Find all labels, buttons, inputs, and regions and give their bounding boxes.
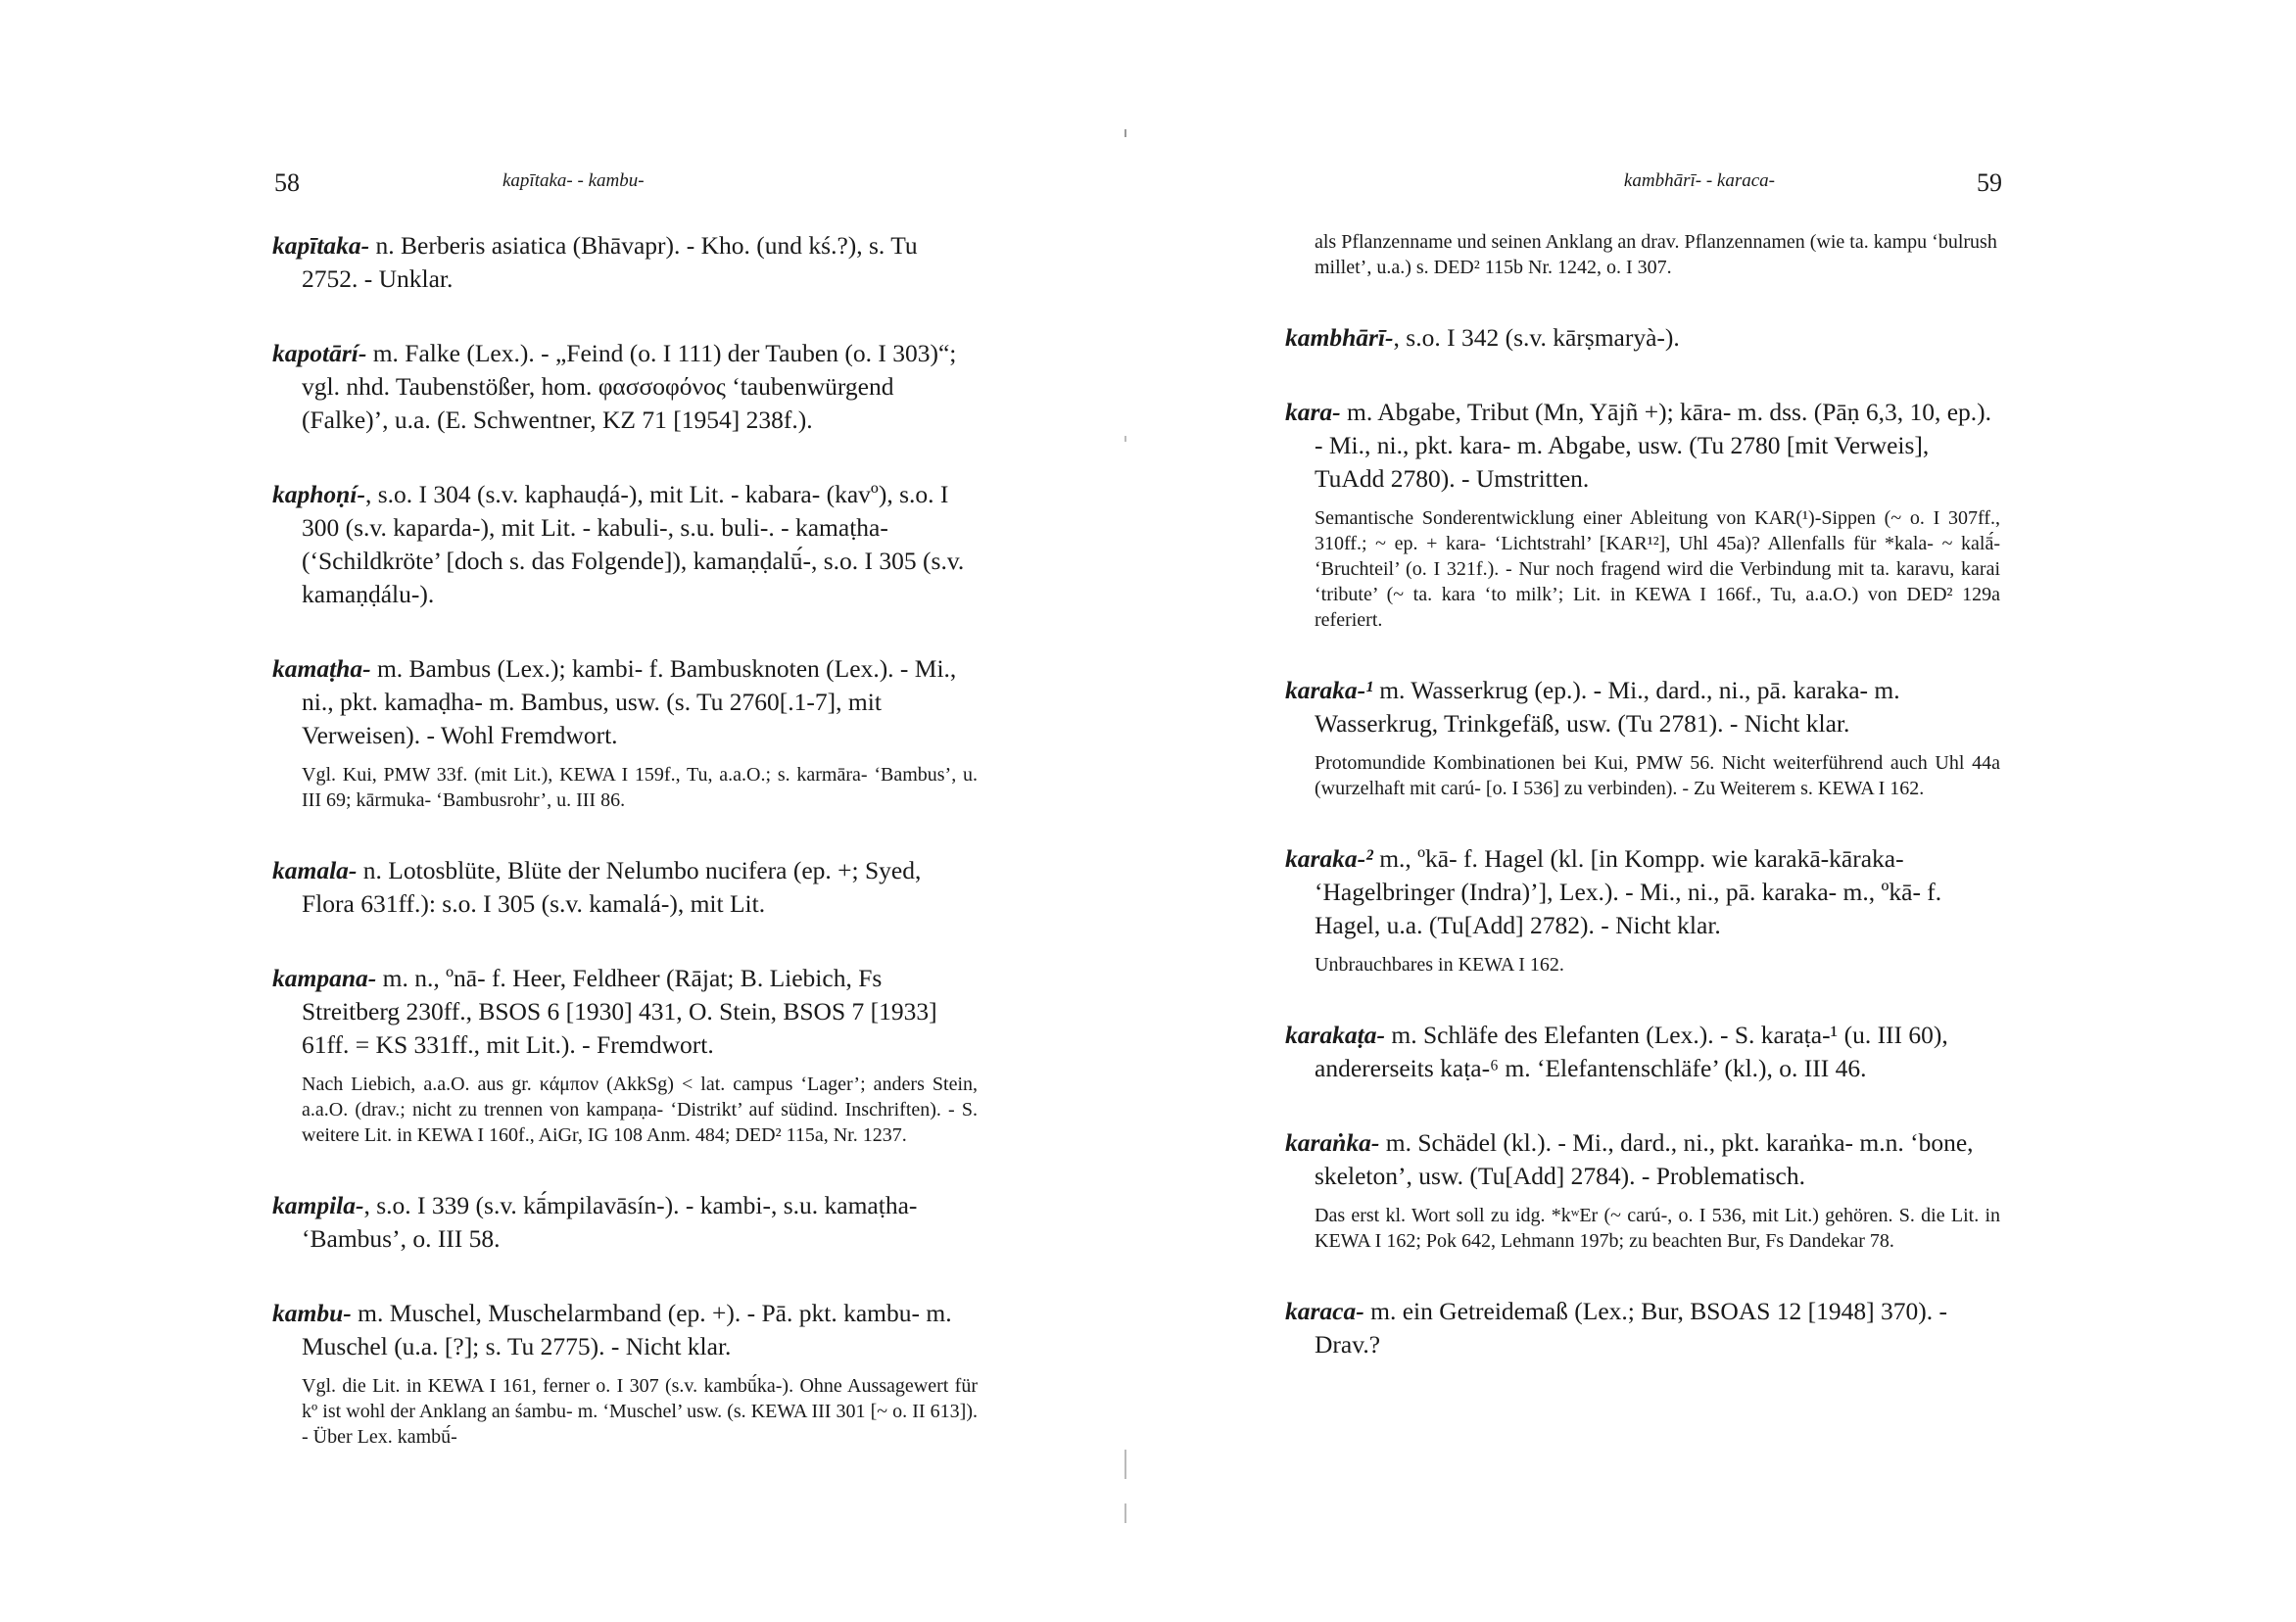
dictionary-entry bbox=[1285, 1019, 2000, 1085]
headword: kambhārī- bbox=[1285, 323, 1394, 352]
entries bbox=[272, 229, 978, 1491]
definition: m. Falke (Lex.). - „Feind (o. I 111) der Tauben (o. I 303)“; vgl. nhd. Taubenstößer, hom. φασσοφόνος ‘taubenwürgend (Falke)’, u.a. (E. Schwentner, KZ 71 [1954] 238f.). bbox=[302, 339, 957, 434]
headword: kampana- bbox=[272, 964, 377, 992]
entry-text bbox=[272, 478, 978, 611]
headword: karaka-² bbox=[1285, 844, 1373, 873]
dictionary-entry bbox=[272, 337, 978, 437]
headword: karaṅka- bbox=[1285, 1128, 1380, 1157]
headword: karaka-¹ bbox=[1285, 676, 1373, 704]
dictionary-entry bbox=[272, 962, 978, 1148]
gutter-mark-top bbox=[1124, 129, 1126, 137]
definition: m., ºkā- f. Hagel (kl. [in Kompp. wie karakā-kāraka- ‘Hagelbringer (Indra)’], Lex.). - Mi., ni., pā. karaka- m., ºkā- f. Hagel, u.a. (Tu[Add] 2782). - Nicht klar. bbox=[1315, 844, 1942, 939]
entry-text bbox=[272, 652, 978, 752]
entry-text bbox=[1285, 842, 2000, 942]
entry-note: Unbrauchbares in KEWA I 162. bbox=[1315, 954, 1564, 976]
definition: , s.o. I 342 (s.v. kārṣmaryà-). bbox=[1393, 323, 1680, 352]
definition: , s.o. I 339 (s.v. kā́mpilavāsín-). - kambi-, s.u. kamaṭha- ‘Bambus’, o. III 58. bbox=[302, 1191, 918, 1253]
continued-note: als Pflanzenname und seinen Anklang an drav. Pflanzennamen (wie ta. kampu ‘bulrush millet’, u.a.) s. DED² 115b Nr. 1242, o. I 307. bbox=[1315, 231, 1997, 278]
headword: karaca- bbox=[1285, 1297, 1364, 1325]
right-page bbox=[1285, 0, 2000, 1622]
entry-note: Vgl. die Lit. in KEWA I 161, ferner o. I 307 (s.v. kambū́ka-). Ohne Aussagewert für kº ist wohl der Anklang an śambu- m. ‘Muschel’ usw. (s. KEWA III 301 [~ o. II 613]). - Über Lex. kambū́- bbox=[302, 1375, 978, 1448]
dictionary-entry bbox=[272, 1189, 978, 1256]
entry-text bbox=[1285, 674, 2000, 740]
entry-text bbox=[272, 962, 978, 1062]
entry-text bbox=[272, 854, 978, 921]
definition: n. Berberis asiatica (Bhāvapr). - Kho. (und kś.?), s. Tu 2752. - Unklar. bbox=[302, 231, 918, 293]
headword: karakaṭa- bbox=[1285, 1021, 1385, 1049]
gutter-mark-a bbox=[1124, 436, 1126, 442]
entry-text bbox=[272, 337, 978, 437]
page-number: 58 bbox=[274, 168, 300, 197]
entry-text bbox=[1285, 1126, 2000, 1193]
headword: kapotārí- bbox=[272, 339, 367, 367]
definition: m. Wasserkrug (ep.). - Mi., dard., ni., pā. karaka- m. Wasserkrug, Trinkgefäß, usw. (Tu 2781). - Nicht klar. bbox=[1315, 676, 1900, 738]
dictionary-entry bbox=[1285, 1295, 2000, 1361]
entry-text bbox=[1285, 396, 2000, 496]
definition: m. n., ºnā- f. Heer, Feldheer (Rājat; B. Liebich, Fs Streitberg 230ff., BSOS 6 [1930] 431, O. Stein, BSOS 7 [1933] 61ff. = KS 331ff., mit Lit.). - Fremdwort. bbox=[302, 964, 937, 1059]
entry-note: Nach Liebich, a.a.O. aus gr. κάμπον (AkkSg) < lat. campus ‘Lager’; anders Stein, a.a.O. (drav.; nicht zu trennen von kampaṇa- ‘Distrikt’ auf südind. Inschriften). - S. weitere Lit. in KEWA I 160f., AiGr, IG 108 Anm. 484; DED² 115a, Nr. 1237. bbox=[302, 1073, 978, 1146]
entry-text bbox=[1285, 1295, 2000, 1361]
headword: kamala- bbox=[272, 856, 358, 884]
gutter-mark-b bbox=[1124, 1450, 1126, 1479]
dictionary-entry bbox=[272, 652, 978, 813]
definition: m. Schläfe des Elefanten (Lex.). - S. karaṭa-¹ (u. III 60), andererseits kaṭa-⁶ m. ‘Elefantenschläfe’ (kl.), o. III 46. bbox=[1315, 1021, 1948, 1082]
gutter-mark-c bbox=[1124, 1503, 1126, 1523]
running-head-title: kapītaka- - kambu- bbox=[502, 170, 645, 191]
definition: m. Schädel (kl.). - Mi., dard., ni., pkt. karaṅka- m.n. ‘bone, skeleton’, usw. (Tu[Add] 2784). - Problematisch. bbox=[1315, 1128, 1974, 1190]
entry-note: Semantische Sonderentwicklung einer Ableitung von KAR(¹)-Sippen (~ o. I 307ff., 310ff.; ~ ep. + kara- ‘Lichtstrahl’ [KAR¹²], Uhl 45a)? Allenfalls für *kala- ~ kalā́- ‘Bruchteil’ (o. I 321f.). - Nur noch fragend wird die Verbindung mit ta. karavu, karai ‘tribute’ (~ ta. kara ‘to milk’; Lit. in KEWA I 166f., Tu, a.a.O.) von DED² 129a referiert. bbox=[1315, 507, 2000, 631]
dictionary-entry bbox=[272, 478, 978, 611]
dictionary-entry bbox=[272, 854, 978, 921]
entry-note: Protomundide Kombinationen bei Kui, PMW 56. Nicht weiterführend auch Uhl 44a (wurzelhaft mit carú- [o. I 536] zu verbinden). - Zu Weiterem s. KEWA I 162. bbox=[1315, 752, 2000, 799]
dictionary-entry bbox=[1285, 674, 2000, 801]
headword: kaphoṇí- bbox=[272, 480, 365, 508]
dictionary-entry bbox=[1285, 321, 2000, 355]
entry-note: Das erst kl. Wort soll zu idg. *kʷEr (~ carú-, o. I 536, mit Lit.) gehören. S. die Lit. in KEWA I 162; Pok 642, Lehmann 197b; zu beachten Bur, Fs Dandekar 78. bbox=[1315, 1205, 2000, 1252]
dictionary-entry bbox=[1285, 396, 2000, 633]
entry-text bbox=[1285, 1019, 2000, 1085]
entry-text bbox=[1285, 321, 2000, 355]
definition: m. ein Getreidemaß (Lex.; Bur, BSOAS 12 [1948] 370). - Drav.? bbox=[1315, 1297, 1948, 1359]
definition: , s.o. I 304 (s.v. kaphauḍá-), mit Lit. - kabara- (kavº), s.o. I 300 (s.v. kaparda-), mit Lit. - kabuli-, s.u. buli-. - kamaṭha- (‘Schildkröte’ [doch s. das Folgende]), kamaṇḍalū́-, s.o. I 305 (s.v. kamaṇḍálu-). bbox=[302, 480, 965, 608]
dictionary-entry bbox=[272, 229, 978, 296]
entry-text bbox=[272, 229, 978, 296]
running-head bbox=[272, 170, 978, 210]
definition: m. Bambus (Lex.); kambi- f. Bambusknoten (Lex.). - Mi., ni., pkt. kamaḍha- m. Bambus, usw. (s. Tu 2760[.1-7], mit Verweisen). - Wohl Fremdwort. bbox=[302, 654, 957, 749]
entry-text bbox=[272, 1297, 978, 1363]
entry-note: Vgl. Kui, PMW 33f. (mit Lit.), KEWA I 159f., Tu, a.a.O.; s. karmāra- ‘Bambus’, u. III 69; kārmuka- ‘Bambusrohr’, u. III 86. bbox=[302, 764, 978, 811]
headword: kamaṭha- bbox=[272, 654, 371, 683]
dictionary-entry bbox=[272, 1297, 978, 1450]
dictionary-entry bbox=[1285, 842, 2000, 978]
headword: kambu- bbox=[272, 1299, 352, 1327]
left-page bbox=[272, 0, 978, 1622]
running-head bbox=[1285, 170, 2000, 210]
page-number: 59 bbox=[1977, 168, 2002, 197]
dictionary-entry bbox=[1285, 1126, 2000, 1254]
entries bbox=[1285, 229, 2000, 1403]
running-head-title: kambhārī- - karaca- bbox=[1623, 170, 1775, 191]
headword: kampila- bbox=[272, 1191, 364, 1219]
definition: m. Muschel, Muschelarmband (ep. +). - Pā. pkt. kambu- m. Muschel (u.a. [?]; s. Tu 2775). - Nicht klar. bbox=[302, 1299, 952, 1360]
definition: m. Abgabe, Tribut (Mn, Yājñ +); kāra- m. dss. (Pāṇ 6,3, 10, ep.). - Mi., ni., pkt. kara- m. Abgabe, usw. (Tu 2780 [mit Verweis], TuAdd 2780). - Umstritten. bbox=[1315, 398, 1992, 493]
definition: n. Lotosblüte, Blüte der Nelumbo nucifera (ep. +; Syed, Flora 631ff.): s.o. I 305 (s.v. kamalá-), mit Lit. bbox=[302, 856, 922, 918]
headword: kara- bbox=[1285, 398, 1341, 426]
entry-text bbox=[272, 1189, 978, 1256]
headword: kapītaka- bbox=[272, 231, 370, 260]
